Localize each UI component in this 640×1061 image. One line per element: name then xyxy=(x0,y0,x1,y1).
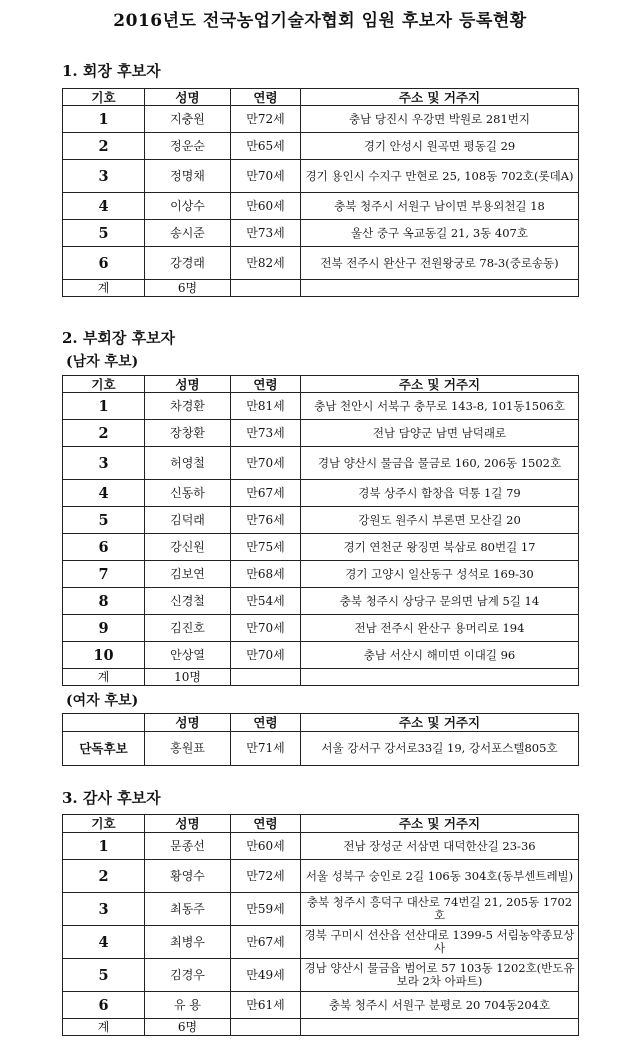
total-label: 계 xyxy=(63,1019,145,1036)
candidate-number: 3 xyxy=(63,160,145,193)
candidate-address: 강원도 원주시 부론면 모산길 20 xyxy=(301,507,579,534)
candidate-age: 만70세 xyxy=(231,447,301,480)
col-header-age: 연령 xyxy=(231,714,301,732)
candidate-age: 만49세 xyxy=(231,959,301,992)
candidate-name: 신동하 xyxy=(145,480,231,507)
table-row xyxy=(63,447,579,480)
candidate-name: 장창환 xyxy=(145,420,231,447)
candidate-name: 강신원 xyxy=(145,534,231,561)
candidate-name: 이상수 xyxy=(145,193,231,220)
table-row xyxy=(63,732,579,766)
candidate-name: 정운순 xyxy=(145,133,231,160)
candidate-age: 만61세 xyxy=(231,992,301,1019)
candidate-number: 4 xyxy=(63,480,145,507)
candidate-address: 전남 전주시 완산구 용머리로 194 xyxy=(301,615,579,642)
candidate-age: 만72세 xyxy=(231,106,301,133)
candidate-number: 8 xyxy=(63,588,145,615)
candidate-address: 경기 안성시 원곡면 평동길 29 xyxy=(301,133,579,160)
candidate-name: 송시준 xyxy=(145,220,231,247)
candidate-name: 김보연 xyxy=(145,561,231,588)
candidate-number: 6 xyxy=(63,247,145,280)
candidate-number: 5 xyxy=(63,220,145,247)
candidate-address: 경남 양산시 물금읍 물금로 160, 206동 1502호 xyxy=(301,447,579,480)
candidate-number: 3 xyxy=(63,447,145,480)
empty-cell xyxy=(231,669,301,686)
candidate-address: 충남 서산시 해미면 이대길 96 xyxy=(301,642,579,669)
col-header-name: 성명 xyxy=(145,714,231,732)
candidate-age: 만71세 xyxy=(231,732,301,766)
candidate-name: 김덕래 xyxy=(145,507,231,534)
col-header-age: 연령 xyxy=(231,815,301,833)
candidate-age: 만81세 xyxy=(231,393,301,420)
auditor-table xyxy=(62,814,579,1036)
candidate-address: 서울 강서구 강서로33길 19, 강서포스텔805호 xyxy=(301,732,579,766)
candidate-age: 만75세 xyxy=(231,534,301,561)
table-row xyxy=(63,588,579,615)
table-row xyxy=(63,220,579,247)
candidate-number: 5 xyxy=(63,959,145,992)
table-row xyxy=(63,480,579,507)
candidate-age: 만59세 xyxy=(231,893,301,926)
candidate-address: 경남 양산시 물금읍 범어로 57 103동 1202호(반도유보라 2차 아파트) xyxy=(301,959,579,992)
candidate-name: 최동주 xyxy=(145,893,231,926)
male-candidates-label: (남자 후보) xyxy=(66,354,139,370)
table-row xyxy=(63,507,579,534)
table-row xyxy=(63,959,579,992)
empty-cell xyxy=(231,1019,301,1036)
table-row xyxy=(63,615,579,642)
candidate-number: 10 xyxy=(63,642,145,669)
candidate-name: 차경환 xyxy=(145,393,231,420)
total-label: 계 xyxy=(63,280,145,297)
vice-male-table xyxy=(62,375,579,686)
total-count: 6명 xyxy=(145,1019,231,1036)
candidate-number: 1 xyxy=(63,106,145,133)
auditor-heading: 3. 감사 후보자 xyxy=(62,789,161,807)
candidate-address: 충북 청주시 상당구 문의면 남계 5길 14 xyxy=(301,588,579,615)
total-count: 6명 xyxy=(145,280,231,297)
table-row xyxy=(63,992,579,1019)
candidate-age: 만65세 xyxy=(231,133,301,160)
candidate-age: 만82세 xyxy=(231,247,301,280)
candidate-address: 서울 성북구 숭인로 2길 106동 304호(동부센트레빌) xyxy=(301,860,579,893)
candidate-address: 전남 담양군 남면 남덕래로 xyxy=(301,420,579,447)
candidate-name: 신경철 xyxy=(145,588,231,615)
candidate-age: 만76세 xyxy=(231,507,301,534)
candidate-age: 만67세 xyxy=(231,480,301,507)
table-row xyxy=(63,642,579,669)
total-row xyxy=(63,1019,579,1036)
col-header-no: 기호 xyxy=(63,376,145,393)
candidate-number: 4 xyxy=(63,193,145,220)
candidate-address: 경북 구미시 선산읍 선산대로 1399-5 서림농약종묘상사 xyxy=(301,926,579,959)
candidate-address: 전북 전주시 완산구 전원왕궁로 78-3(중로송동) xyxy=(301,247,579,280)
col-header-age: 연령 xyxy=(231,89,301,106)
solo-candidate-label: 단독후보 xyxy=(63,732,145,766)
table-row xyxy=(63,893,579,926)
candidate-number: 2 xyxy=(63,420,145,447)
candidate-number: 4 xyxy=(63,926,145,959)
candidate-name: 유 용 xyxy=(145,992,231,1019)
table-row xyxy=(63,106,579,133)
total-row xyxy=(63,669,579,686)
candidate-address: 충북 청주시 서원구 남이면 부용외천길 18 xyxy=(301,193,579,220)
candidate-name: 최병우 xyxy=(145,926,231,959)
col-header-name: 성명 xyxy=(145,376,231,393)
candidate-address: 경기 연천군 왕징면 북삼로 80번길 17 xyxy=(301,534,579,561)
female-candidates-label: (여자 후보) xyxy=(66,693,139,709)
candidate-age: 만60세 xyxy=(231,193,301,220)
col-header-address: 주소 및 거주지 xyxy=(301,376,579,393)
chairman-table xyxy=(62,88,579,297)
candidate-number: 2 xyxy=(63,860,145,893)
total-count: 10명 xyxy=(145,669,231,686)
candidate-address: 경기 용인시 수지구 만현로 25, 108동 702호(롯데A) xyxy=(301,160,579,193)
candidate-age: 만73세 xyxy=(231,420,301,447)
candidate-age: 만70세 xyxy=(231,615,301,642)
candidate-name: 문종선 xyxy=(145,833,231,860)
candidate-address: 경북 상주시 함창읍 덕통 1길 79 xyxy=(301,480,579,507)
candidate-age: 만70세 xyxy=(231,642,301,669)
col-header-no: 기호 xyxy=(63,815,145,833)
vice-female-table xyxy=(62,713,579,766)
candidate-number: 9 xyxy=(63,615,145,642)
candidate-name: 지충원 xyxy=(145,106,231,133)
candidate-number: 1 xyxy=(63,833,145,860)
candidate-address: 전남 장성군 서삼면 대덕한산길 23-36 xyxy=(301,833,579,860)
empty-cell xyxy=(301,1019,579,1036)
page-title: 2016년도 전국농업기술자협회 임원 후보자 등록현황 xyxy=(113,11,527,31)
candidate-age: 만70세 xyxy=(231,160,301,193)
vice-heading: 2. 부회장 후보자 xyxy=(62,329,176,347)
table-row xyxy=(63,420,579,447)
table-row xyxy=(63,561,579,588)
candidate-name: 정명채 xyxy=(145,160,231,193)
candidate-name: 홍원표 xyxy=(145,732,231,766)
candidate-age: 만60세 xyxy=(231,833,301,860)
candidate-name: 김경우 xyxy=(145,959,231,992)
empty-cell xyxy=(301,669,579,686)
chairman-heading: 1. 회장 후보자 xyxy=(62,62,161,80)
table-row xyxy=(63,133,579,160)
candidate-name: 허영철 xyxy=(145,447,231,480)
table-row xyxy=(63,833,579,860)
candidate-name: 황영수 xyxy=(145,860,231,893)
candidate-age: 만54세 xyxy=(231,588,301,615)
candidate-number: 3 xyxy=(63,893,145,926)
candidate-number: 2 xyxy=(63,133,145,160)
candidate-name: 김진호 xyxy=(145,615,231,642)
candidate-address: 충남 천안시 서북구 충무로 143-8, 101동1506호 xyxy=(301,393,579,420)
col-header-blank xyxy=(63,714,145,732)
candidate-age: 만72세 xyxy=(231,860,301,893)
table-row xyxy=(63,926,579,959)
table-row xyxy=(63,860,579,893)
col-header-address: 주소 및 거주지 xyxy=(301,714,579,732)
table-row xyxy=(63,534,579,561)
candidate-number: 5 xyxy=(63,507,145,534)
table-row xyxy=(63,247,579,280)
candidate-age: 만67세 xyxy=(231,926,301,959)
total-label: 계 xyxy=(63,669,145,686)
candidate-number: 6 xyxy=(63,992,145,1019)
table-row xyxy=(63,393,579,420)
candidate-address: 울산 중구 옥교동길 21, 3동 407호 xyxy=(301,220,579,247)
candidate-age: 만68세 xyxy=(231,561,301,588)
candidate-number: 6 xyxy=(63,534,145,561)
col-header-address: 주소 및 거주지 xyxy=(301,89,579,106)
total-row xyxy=(63,280,579,297)
candidate-address: 충북 청주시 서원구 분평로 20 704동204호 xyxy=(301,992,579,1019)
candidate-name: 강경래 xyxy=(145,247,231,280)
candidate-name: 안상열 xyxy=(145,642,231,669)
col-header-no: 기호 xyxy=(63,89,145,106)
table-row xyxy=(63,193,579,220)
col-header-name: 성명 xyxy=(145,89,231,106)
col-header-age: 연령 xyxy=(231,376,301,393)
candidate-age: 만73세 xyxy=(231,220,301,247)
candidate-address: 충북 청주시 흥덕구 대산로 74번길 21, 205동 1702호 xyxy=(301,893,579,926)
col-header-name: 성명 xyxy=(145,815,231,833)
candidate-number: 1 xyxy=(63,393,145,420)
candidate-address: 경기 고양시 일산동구 성석로 169-30 xyxy=(301,561,579,588)
col-header-address: 주소 및 거주지 xyxy=(301,815,579,833)
candidate-address: 충남 당진시 우강면 박원로 281번지 xyxy=(301,106,579,133)
candidate-number: 7 xyxy=(63,561,145,588)
table-row xyxy=(63,160,579,193)
empty-cell xyxy=(231,280,301,297)
empty-cell xyxy=(301,280,579,297)
